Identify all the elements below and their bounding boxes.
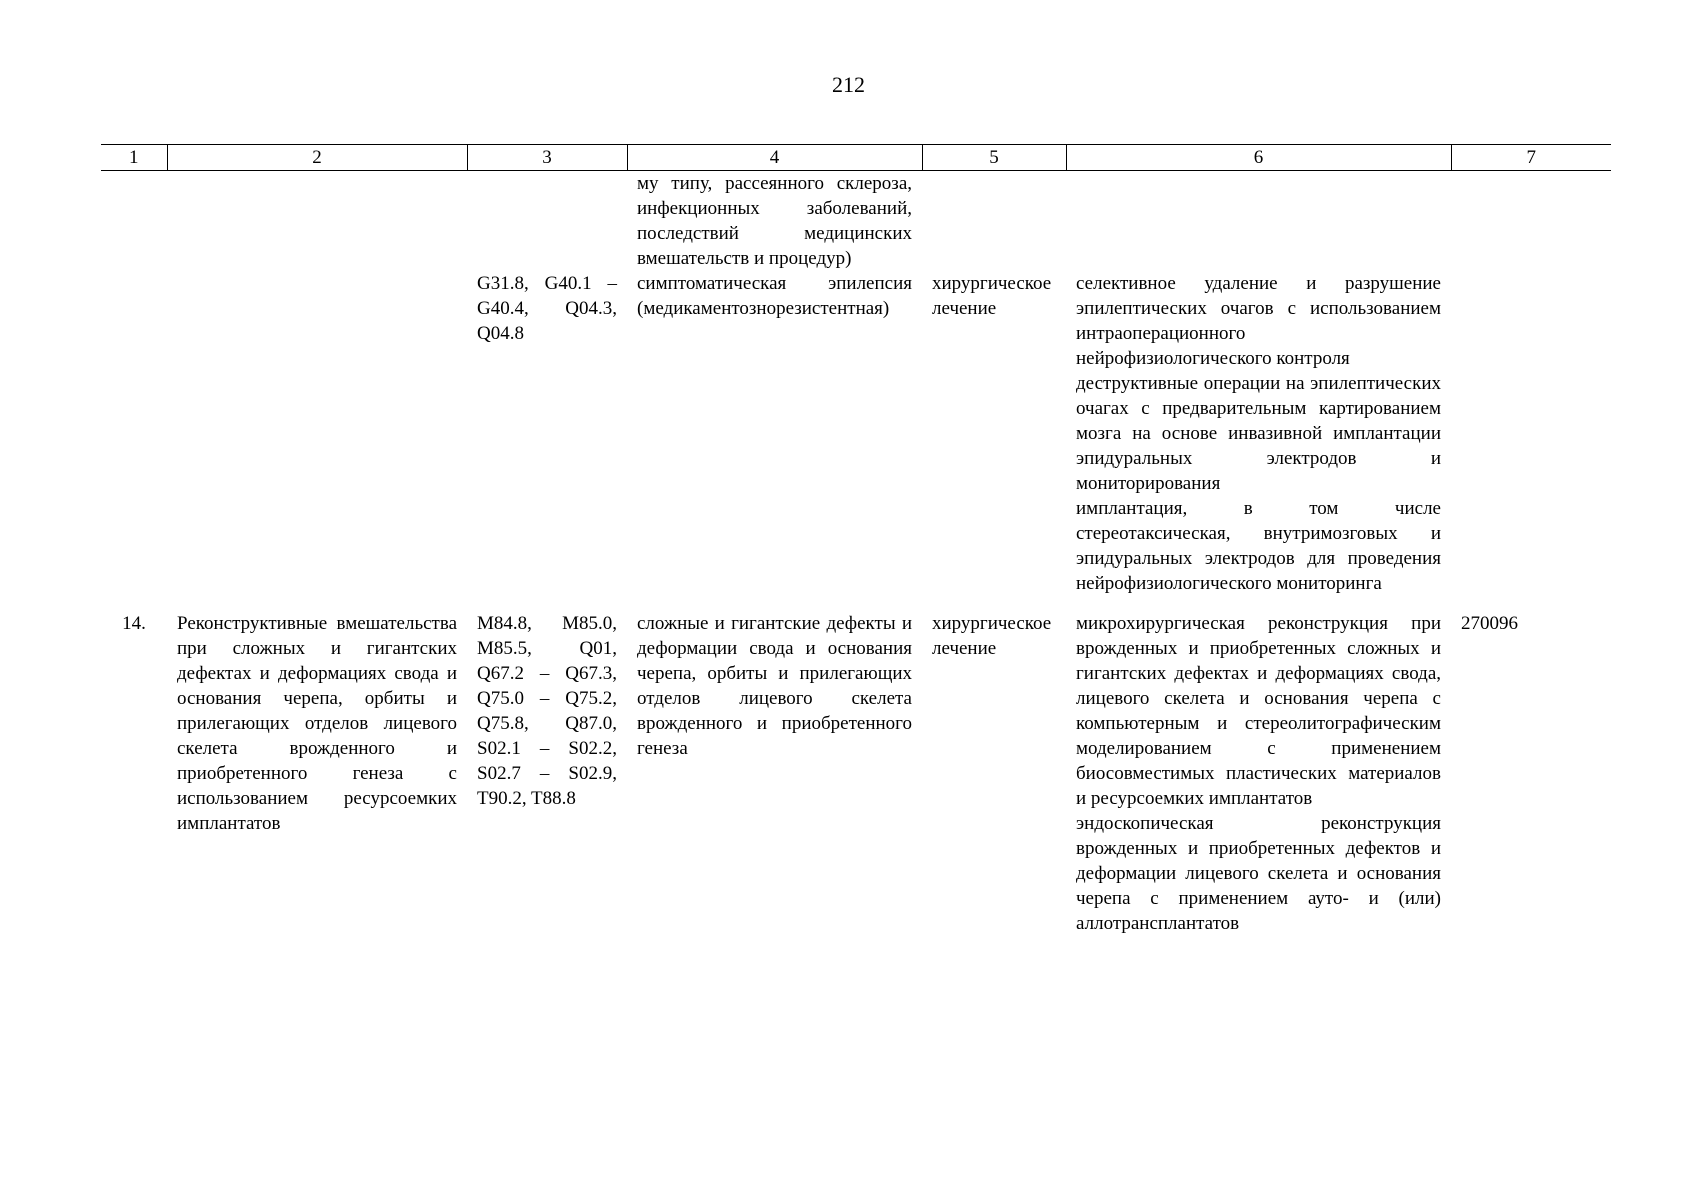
row-number: 14. [122,613,146,634]
condition-model: симптоматическая эпилепсия (медикаментознорезистентная) [637,273,912,319]
cost-value [1451,271,1611,596]
treatment-methods [1066,271,1451,596]
row-number [101,271,167,596]
column-header-5: 5 [922,145,1066,171]
treatment-methods [1066,171,1451,272]
method-item: имплантация, в том числе стереотаксическая, внутримозговых и эпидуральных электродов для проведения нейрофизиологического мониторинга [1076,498,1441,594]
treatment-type: хирургическое лечение [932,613,1052,659]
method-item: эндоскопическая реконструкция врожденных и приобретенных дефектов и деформации лицевого скелета и основания черепа с применением ауто- и (или) аллотрансплантатов [1076,813,1441,934]
condition-model: сложные и гигантские дефекты и деформации свода и основания черепа, орбиты и прилегающих отделов лицевого скелета врожденного и приобретенного генеза [637,613,912,759]
column-header-4: 4 [627,145,922,171]
page-number: 212 [832,72,865,97]
treatment-type: хирургическое лечение [932,273,1052,319]
column-header-1: 1 [101,145,167,171]
icd-codes: G31.8, G40.1 – G40.4, Q04.3, Q04.8 [477,273,617,344]
column-header-7: 7 [1451,145,1611,171]
treatment-type [922,171,1066,272]
icd-codes: M84.8, M85.0, M85.5, Q01, Q67.2 – Q67.3, Q75.0 – Q75.2, Q75.8, Q87.0, S02.1 – S02.2, S02.7 – S02.9, T90.2, T88.8 [477,613,617,809]
condition-model: му типу, рассеянного склероза, инфекционных заболеваний, последствий медицинских вмешательств и процедур) [637,173,912,269]
table-row [101,171,1611,272]
intervention-name: Реконструктивные вмешательства при сложных и гигантских дефектах и деформациях свода и основания черепа, орбиты и прилегающих отделов лицевого скелета врожденного и приобретенного генеза с использованием ресурсоемких имплантатов [177,613,457,834]
medical-care-table [101,144,1611,936]
column-header-3: 3 [467,145,627,171]
method-item: деструктивные операции на эпилептических очагах с предварительным картированием мозга на основе инвазивной имплантации эпидуральных электродов и мониторирования [1076,373,1441,494]
method-item: селективное удаление и разрушение эпилептических очагов с использованием интраоперационного нейрофизиологического контроля [1076,273,1441,369]
intervention-name [167,171,467,272]
icd-codes [467,171,627,272]
row-spacer [101,596,1611,611]
row-number [101,171,167,272]
table-row [101,611,1611,936]
intervention-name [167,271,467,596]
column-number-row [101,145,1611,171]
treatment-methods [1066,611,1451,936]
cost-value [1451,171,1611,272]
column-header-6: 6 [1066,145,1451,171]
method-item: микрохирургическая реконструкция при врожденных и приобретенных сложных и гигантских дефектах и деформациях свода, лицевого скелета и основания черепа с компьютерным и стереолитографическим моделированием с применением биосовместимых пластических материалов и ресурсоемких имплантатов [1076,613,1441,809]
cost-value: 270096 [1461,613,1518,634]
column-header-2: 2 [167,145,467,171]
table-row [101,271,1611,596]
